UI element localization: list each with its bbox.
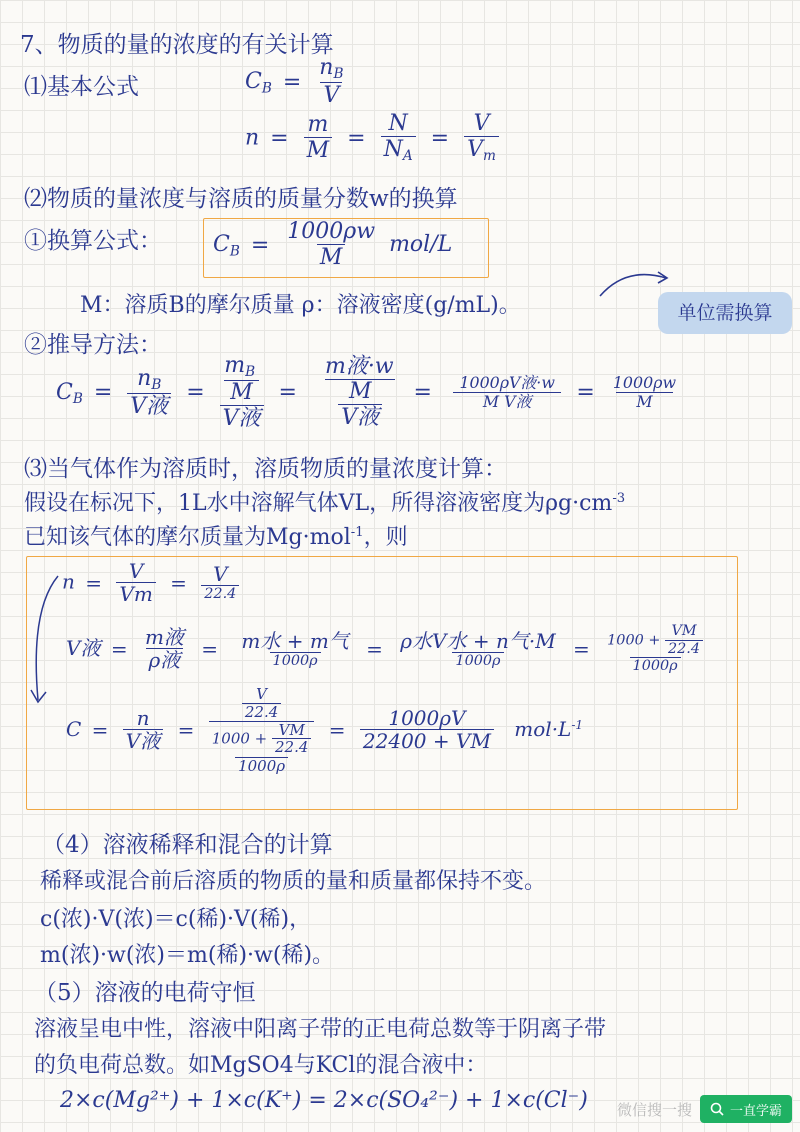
part4-heading: （4）溶液稀释和混合的计算 — [42, 832, 333, 858]
gas-row-c: C = $\frac{n}{\text{V液}}$ = $\frac{V}{22.4}$ 1000 + $\frac{VM}{22.4}$ 1000ρ = $\frac{1000\rho V}{22400 + VM}$ $mol\cdot L^{-1}$ — [66, 685, 584, 775]
conversion-formula: $C_B$ = $\frac{1000\rho w}{M}$ mol/L — [213, 219, 453, 271]
part5-line2: 的负电荷总数。如MgSO4与KCl的混合液中： — [34, 1053, 488, 1078]
section-title: 7、物质的量的浓度的有关计算 — [20, 32, 334, 58]
part4-line2: c(浓)·V(浓)＝c(稀)·V(稀)， — [40, 907, 312, 932]
part3-line2: 已知该气体的摩尔质量为Mg·mol$^{-1}$，则 — [24, 525, 408, 550]
part4-line3: m(浓)·w(浓)＝m(稀)·w(稀)。 — [40, 943, 335, 968]
derivation-formula: $C_B$ = $\frac{n_B}{\text{V液}}$ = $m_B$ M V液 = m液·w M V液 = $\frac{\text{1000ρV液·w}}{\text{M V液}}$ = $\frac{1000\rho w}{M}$ — [56, 353, 676, 432]
watermark-text: 微信搜一搜 — [616, 1100, 692, 1119]
search-icon — [710, 1102, 724, 1116]
part2-sub2: ②推导方法： — [24, 332, 162, 358]
part4-line1: 稀释或混合前后溶质的物质的量和质量都保持不变。 — [40, 869, 547, 894]
part3-heading: ⑶当气体作为溶质时，溶质物质的量浓度计算： — [24, 456, 507, 482]
part5-line1: 溶液呈电中性，溶液中阳离子带的正电荷总数等于阴离子带 — [34, 1017, 607, 1042]
wechat-watermark — [617, 1094, 792, 1124]
part1-heading: ⑴基本公式 — [24, 74, 139, 100]
search-button[interactable] — [700, 1095, 792, 1123]
gas-row-n: n = $\frac{V}{Vm}$ = $\frac{V}{22.4}$ — [62, 560, 243, 606]
part2-heading: ⑵物质的量浓度与溶质的质量分数w的换算 — [24, 186, 458, 212]
gas-row-v: V液 = $\frac{\text{m液}}{\text{ρ液}}$ = $\frac{\text{m水 + m气}}{1000\rho}$ = $\frac{\text{ρ水V水 + n气·M}}{1000\rho}$ = 1000 + $\frac{VM}{22.4}$ 1000ρ — [66, 624, 710, 675]
search-button-label: 一直学霸 — [729, 1103, 782, 1119]
part5-heading: （5）溶液的电荷守恒 — [34, 980, 256, 1006]
formula-cb: $C_B$ = $\frac{n_B}{V}$ — [245, 55, 344, 109]
units-note: M：溶质B的摩尔质量 ρ：溶液密度(g/mL)。 — [80, 293, 521, 318]
part5-line3: 2×c(Mg²⁺) + 1×c(K⁺) = 2×c(SO₄²⁻) + 1×c(Cl⁻) — [60, 1088, 588, 1113]
part2-sub1: ①换算公式： — [24, 228, 162, 254]
unit-conversion-tag: 单位需换算 — [658, 292, 792, 334]
formula-n: n = $\frac{m}{M}$ = $\frac{N}{N_A}$ = $\frac{V}{V_m}$ — [245, 112, 503, 165]
part3-line1: 假设在标况下，1L水中溶解气体VL，所得溶液密度为$\rho g\cdot cm^{-3}$ — [24, 491, 626, 516]
